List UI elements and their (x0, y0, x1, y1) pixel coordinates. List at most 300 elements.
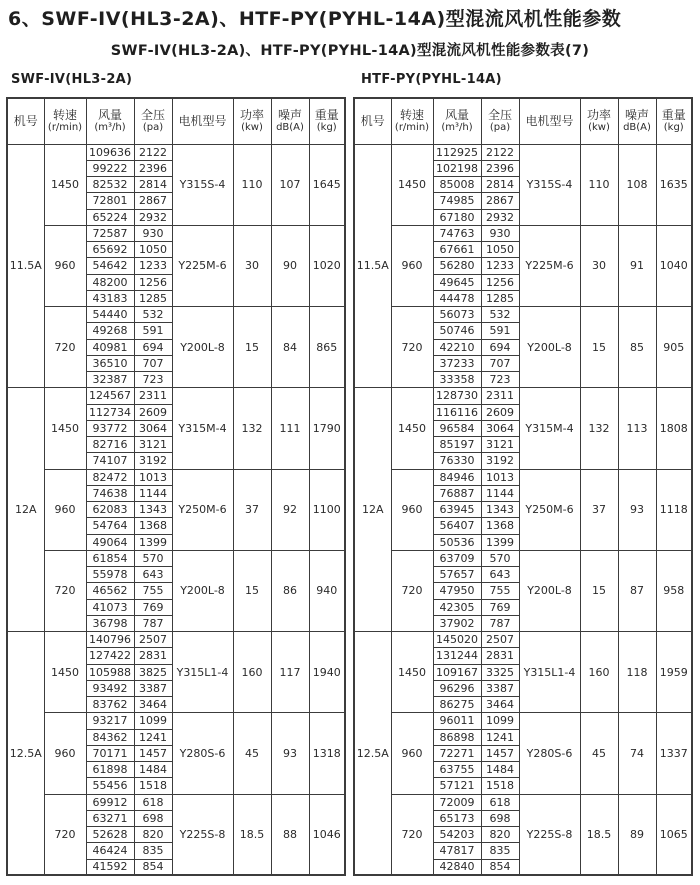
rpm-cell: 1450 (44, 388, 86, 469)
power-cell: 160 (580, 632, 618, 713)
flow-cell: 72009 (433, 794, 481, 810)
pressure-cell: 1518 (134, 778, 172, 794)
machine-cell: 12.5A (7, 632, 44, 876)
col-label: 功率 (239, 108, 264, 123)
flow-cell: 56073 (433, 307, 481, 323)
rpm-cell: 720 (44, 307, 86, 388)
flow-cell: 86898 (433, 729, 481, 745)
flow-cell: 82472 (86, 469, 134, 485)
col-sublabel: (r/min) (394, 122, 430, 134)
pressure-cell: 2609 (134, 404, 172, 420)
flow-cell: 41592 (86, 859, 134, 875)
machine-cell: 12A (7, 388, 44, 632)
noise-cell: 118 (618, 632, 656, 713)
pressure-cell: 643 (481, 567, 519, 583)
flow-cell: 96011 (433, 713, 481, 729)
table-row (7, 713, 345, 729)
pressure-cell: 1285 (134, 290, 172, 306)
table-row (7, 794, 345, 810)
pressure-cell: 2311 (481, 388, 519, 404)
pressure-cell: 723 (481, 372, 519, 388)
rpm-cell: 960 (44, 225, 86, 306)
flow-cell: 109167 (433, 664, 481, 680)
flow-cell: 74638 (86, 485, 134, 501)
motor-cell: Y200L-8 (519, 550, 580, 631)
col-label: 全压 (487, 108, 512, 123)
col-header-machine (354, 98, 391, 144)
pressure-cell: 1050 (134, 242, 172, 258)
flow-cell: 37902 (433, 615, 481, 631)
noise-cell: 107 (271, 144, 309, 225)
flow-cell: 102198 (433, 160, 481, 176)
pressure-cell: 1099 (481, 713, 519, 729)
pressure-cell: 570 (134, 550, 172, 566)
pressure-cell: 930 (134, 225, 172, 241)
flow-cell: 55978 (86, 567, 134, 583)
pressure-cell: 854 (481, 859, 519, 875)
flow-cell: 61854 (86, 550, 134, 566)
pressure-cell: 2932 (481, 209, 519, 225)
flow-cell: 124567 (86, 388, 134, 404)
flow-cell: 127422 (86, 648, 134, 664)
flow-cell: 112925 (433, 144, 481, 160)
col-header-flow (86, 98, 134, 144)
col-label: 风量 (444, 108, 469, 123)
page-subtitle: SWF-IV(HL3-2A)、HTF-PY(PYHL-14A)型混流风机性能参数表(7) (110, 43, 590, 59)
flow-cell: 54203 (433, 827, 481, 843)
htf-performance-table (353, 97, 693, 876)
flow-cell: 42305 (433, 599, 481, 615)
pressure-cell: 2609 (481, 404, 519, 420)
weight-cell: 1645 (309, 144, 345, 225)
noise-cell: 93 (618, 469, 656, 550)
pressure-cell: 1144 (481, 485, 519, 501)
pressure-cell: 1013 (481, 469, 519, 485)
col-sublabel: (pa) (489, 122, 511, 134)
pressure-cell: 1484 (134, 762, 172, 778)
rpm-cell: 960 (391, 469, 433, 550)
noise-cell: 90 (271, 225, 309, 306)
col-sublabel: (m³/h) (94, 122, 126, 134)
table-row (7, 388, 345, 404)
table-row (7, 307, 345, 323)
flow-cell: 33358 (433, 372, 481, 388)
col-label: 全压 (140, 108, 165, 123)
pressure-cell: 2814 (134, 177, 172, 193)
pressure-cell: 2311 (134, 388, 172, 404)
col-sublabel: (pa) (142, 122, 164, 134)
power-cell: 15 (580, 550, 618, 631)
page (0, 6, 700, 885)
flow-cell: 32387 (86, 372, 134, 388)
left-table-caption: SWF-IV(HL3-2A) (11, 72, 133, 87)
flow-cell: 83762 (86, 697, 134, 713)
pressure-cell: 1399 (481, 534, 519, 550)
col-label: 噪声 (277, 108, 302, 123)
pressure-cell: 618 (481, 794, 519, 810)
pressure-cell: 1233 (134, 258, 172, 274)
col-header-speed (44, 98, 86, 144)
noise-cell: 93 (271, 713, 309, 794)
pressure-cell: 1343 (481, 502, 519, 518)
table-row (7, 225, 345, 241)
weight-cell: 1046 (309, 794, 345, 875)
table-row (7, 632, 345, 648)
flow-cell: 84362 (86, 729, 134, 745)
table-row (7, 469, 345, 485)
flow-cell: 44478 (433, 290, 481, 306)
pressure-cell: 3387 (481, 680, 519, 696)
flow-cell: 82532 (86, 177, 134, 193)
col-label: 转速 (52, 108, 77, 123)
pressure-cell: 835 (134, 843, 172, 859)
pressure-cell: 787 (481, 615, 519, 631)
power-cell: 18.5 (580, 794, 618, 875)
pressure-cell: 769 (481, 599, 519, 615)
power-cell: 30 (580, 225, 618, 306)
rpm-cell: 720 (44, 794, 86, 875)
col-header-power (580, 98, 618, 144)
flow-cell: 85197 (433, 437, 481, 453)
pressure-cell: 854 (134, 859, 172, 875)
col-label: 机号 (360, 114, 385, 129)
flow-cell: 62083 (86, 502, 134, 518)
rpm-cell: 720 (391, 550, 433, 631)
flow-cell: 47817 (433, 843, 481, 859)
noise-cell: 108 (618, 144, 656, 225)
flow-cell: 47950 (433, 583, 481, 599)
flow-cell: 36510 (86, 355, 134, 371)
flow-cell: 61898 (86, 762, 134, 778)
col-sublabel: dB(A) (623, 122, 651, 134)
rpm-cell: 1450 (44, 632, 86, 713)
flow-cell: 63709 (433, 550, 481, 566)
flow-cell: 86275 (433, 697, 481, 713)
table-body (354, 144, 692, 875)
pressure-cell: 2396 (134, 160, 172, 176)
pressure-cell: 820 (481, 827, 519, 843)
rpm-cell: 720 (391, 794, 433, 875)
flow-cell: 112734 (86, 404, 134, 420)
flow-cell: 74763 (433, 225, 481, 241)
flow-cell: 46424 (86, 843, 134, 859)
flow-cell: 76887 (433, 485, 481, 501)
pressure-cell: 3192 (134, 453, 172, 469)
flow-cell: 43183 (86, 290, 134, 306)
table-row (354, 794, 692, 810)
machine-cell: 12A (354, 388, 391, 632)
table-row (7, 550, 345, 566)
pressure-cell: 1399 (134, 534, 172, 550)
motor-cell: Y315M-4 (519, 388, 580, 469)
pressure-cell: 570 (481, 550, 519, 566)
pressure-cell: 532 (134, 307, 172, 323)
pressure-cell: 1368 (481, 518, 519, 534)
motor-cell: Y225M-6 (172, 225, 233, 306)
pressure-cell: 3064 (134, 420, 172, 436)
flow-cell: 65692 (86, 242, 134, 258)
flow-cell: 54764 (86, 518, 134, 534)
weight-cell: 1790 (309, 388, 345, 469)
motor-cell: Y315M-4 (172, 388, 233, 469)
flow-cell: 63271 (86, 810, 134, 826)
pressure-cell: 3825 (134, 664, 172, 680)
pressure-cell: 1285 (481, 290, 519, 306)
col-label: 风量 (97, 108, 122, 123)
motor-cell: Y280S-6 (172, 713, 233, 794)
weight-cell: 1118 (656, 469, 692, 550)
noise-cell: 84 (271, 307, 309, 388)
col-header-motor (519, 98, 580, 144)
flow-cell: 54440 (86, 307, 134, 323)
pressure-cell: 2867 (134, 193, 172, 209)
flow-cell: 131244 (433, 648, 481, 664)
col-header-power (233, 98, 271, 144)
flow-cell: 49268 (86, 323, 134, 339)
flow-cell: 72587 (86, 225, 134, 241)
page-title: 6、SWF-IV(HL3-2A)、HTF-PY(PYHL-14A)型混流风机性能参数 (8, 8, 622, 30)
pressure-cell: 1013 (134, 469, 172, 485)
pressure-cell: 618 (134, 794, 172, 810)
weight-cell: 1959 (656, 632, 692, 713)
weight-cell: 1337 (656, 713, 692, 794)
pressure-cell: 2507 (481, 632, 519, 648)
weight-cell: 1808 (656, 388, 692, 469)
flow-cell: 49064 (86, 534, 134, 550)
flow-cell: 65224 (86, 209, 134, 225)
flow-cell: 93492 (86, 680, 134, 696)
power-cell: 18.5 (233, 794, 271, 875)
table-row (354, 632, 692, 648)
weight-cell: 865 (309, 307, 345, 388)
motor-cell: Y200L-8 (519, 307, 580, 388)
power-cell: 110 (233, 144, 271, 225)
col-header-machine (7, 98, 44, 144)
pressure-cell: 1099 (134, 713, 172, 729)
table-row (354, 550, 692, 566)
flow-cell: 57657 (433, 567, 481, 583)
pressure-cell: 707 (481, 355, 519, 371)
motor-cell: Y315S-4 (172, 144, 233, 225)
machine-cell: 11.5A (354, 144, 391, 388)
machine-cell: 11.5A (7, 144, 44, 388)
flow-cell: 69912 (86, 794, 134, 810)
pressure-cell: 707 (134, 355, 172, 371)
col-sublabel: (r/min) (47, 122, 83, 134)
motor-cell: Y225S-8 (519, 794, 580, 875)
motor-cell: Y200L-8 (172, 550, 233, 631)
table-row (7, 144, 345, 160)
col-label: 转速 (399, 108, 424, 123)
flow-cell: 109636 (86, 144, 134, 160)
pressure-cell: 820 (134, 827, 172, 843)
flow-cell: 67661 (433, 242, 481, 258)
noise-cell: 91 (618, 225, 656, 306)
noise-cell: 113 (618, 388, 656, 469)
power-cell: 37 (233, 469, 271, 550)
flow-cell: 40981 (86, 339, 134, 355)
pressure-cell: 591 (134, 323, 172, 339)
pressure-cell: 2814 (481, 177, 519, 193)
rpm-cell: 960 (44, 713, 86, 794)
rpm-cell: 1450 (44, 144, 86, 225)
flow-cell: 93772 (86, 420, 134, 436)
pressure-cell: 1256 (481, 274, 519, 290)
power-cell: 45 (580, 713, 618, 794)
noise-cell: 85 (618, 307, 656, 388)
pressure-cell: 1484 (481, 762, 519, 778)
flow-cell: 42210 (433, 339, 481, 355)
weight-cell: 1100 (309, 469, 345, 550)
motor-cell: Y315L1-4 (172, 632, 233, 713)
header-row (7, 98, 345, 144)
flow-cell: 140796 (86, 632, 134, 648)
noise-cell: 111 (271, 388, 309, 469)
flow-cell: 57121 (433, 778, 481, 794)
col-sublabel: (kw) (588, 122, 610, 134)
pressure-cell: 694 (134, 339, 172, 355)
col-header-motor (172, 98, 233, 144)
table-row (354, 469, 692, 485)
flow-cell: 54642 (86, 258, 134, 274)
pressure-cell: 2122 (134, 144, 172, 160)
pressure-cell: 1256 (134, 274, 172, 290)
col-label: 重量 (314, 108, 339, 123)
flow-cell: 72271 (433, 745, 481, 761)
flow-cell: 67180 (433, 209, 481, 225)
weight-cell: 940 (309, 550, 345, 631)
pressure-cell: 591 (481, 323, 519, 339)
col-sublabel: (kw) (241, 122, 263, 134)
table-row (354, 144, 692, 160)
col-sublabel: (m³/h) (441, 122, 473, 134)
pressure-cell: 755 (134, 583, 172, 599)
power-cell: 37 (580, 469, 618, 550)
flow-cell: 116116 (433, 404, 481, 420)
pressure-cell: 3325 (481, 664, 519, 680)
rpm-cell: 720 (44, 550, 86, 631)
flow-cell: 41073 (86, 599, 134, 615)
flow-cell: 74985 (433, 193, 481, 209)
flow-cell: 52628 (86, 827, 134, 843)
weight-cell: 1065 (656, 794, 692, 875)
col-header-noise (271, 98, 309, 144)
pressure-cell: 532 (481, 307, 519, 323)
col-sublabel: (kg) (663, 122, 684, 134)
col-header-pressure (481, 98, 519, 144)
pressure-cell: 3464 (481, 697, 519, 713)
col-header-weight (309, 98, 345, 144)
flow-cell: 84946 (433, 469, 481, 485)
pressure-cell: 1518 (481, 778, 519, 794)
pressure-cell: 3192 (481, 453, 519, 469)
col-label: 机号 (13, 114, 38, 129)
flow-cell: 85008 (433, 177, 481, 193)
flow-cell: 50536 (433, 534, 481, 550)
pressure-cell: 1233 (481, 258, 519, 274)
table-row (354, 307, 692, 323)
rpm-cell: 960 (391, 225, 433, 306)
col-header-weight (656, 98, 692, 144)
col-sublabel: (kg) (316, 122, 337, 134)
flow-cell: 99222 (86, 160, 134, 176)
rpm-cell: 960 (391, 713, 433, 794)
rpm-cell: 1450 (391, 144, 433, 225)
rpm-cell: 960 (44, 469, 86, 550)
pressure-cell: 2122 (481, 144, 519, 160)
motor-cell: Y250M-6 (519, 469, 580, 550)
swf-performance-table (6, 97, 346, 876)
weight-cell: 1318 (309, 713, 345, 794)
pressure-cell: 2932 (134, 209, 172, 225)
weight-cell: 1040 (656, 225, 692, 306)
rpm-cell: 1450 (391, 632, 433, 713)
pressure-cell: 3121 (481, 437, 519, 453)
noise-cell: 87 (618, 550, 656, 631)
rpm-cell: 720 (391, 307, 433, 388)
noise-cell: 88 (271, 794, 309, 875)
noise-cell: 117 (271, 632, 309, 713)
weight-cell: 958 (656, 550, 692, 631)
flow-cell: 63945 (433, 502, 481, 518)
flow-cell: 72801 (86, 193, 134, 209)
flow-cell: 63755 (433, 762, 481, 778)
pressure-cell: 2396 (481, 160, 519, 176)
motor-cell: Y280S-6 (519, 713, 580, 794)
pressure-cell: 2867 (481, 193, 519, 209)
flow-cell: 42840 (433, 859, 481, 875)
right-table-caption: HTF-PY(PYHL-14A) (361, 72, 502, 87)
motor-cell: Y225S-8 (172, 794, 233, 875)
pressure-cell: 835 (481, 843, 519, 859)
pressure-cell: 694 (481, 339, 519, 355)
flow-cell: 70171 (86, 745, 134, 761)
pressure-cell: 1457 (481, 745, 519, 761)
table-header (7, 98, 345, 144)
col-sublabel: dB(A) (276, 122, 304, 134)
table-row (354, 225, 692, 241)
flow-cell: 82716 (86, 437, 134, 453)
power-cell: 110 (580, 144, 618, 225)
motor-cell: Y250M-6 (172, 469, 233, 550)
table-row (354, 713, 692, 729)
table-captions (0, 72, 700, 87)
weight-cell: 1940 (309, 632, 345, 713)
weight-cell: 1635 (656, 144, 692, 225)
noise-cell: 92 (271, 469, 309, 550)
pressure-cell: 1050 (481, 242, 519, 258)
flow-cell: 65173 (433, 810, 481, 826)
pressure-cell: 1368 (134, 518, 172, 534)
col-header-noise (618, 98, 656, 144)
pressure-cell: 930 (481, 225, 519, 241)
pressure-cell: 3464 (134, 697, 172, 713)
weight-cell: 1020 (309, 225, 345, 306)
flow-cell: 37233 (433, 355, 481, 371)
pressure-cell: 2831 (481, 648, 519, 664)
motor-cell: Y315S-4 (519, 144, 580, 225)
pressure-cell: 643 (134, 567, 172, 583)
motor-cell: Y200L-8 (172, 307, 233, 388)
col-header-pressure (134, 98, 172, 144)
power-cell: 15 (233, 550, 271, 631)
flow-cell: 145020 (433, 632, 481, 648)
flow-cell: 49645 (433, 274, 481, 290)
power-cell: 15 (580, 307, 618, 388)
pressure-cell: 2831 (134, 648, 172, 664)
motor-cell: Y315L1-4 (519, 632, 580, 713)
flow-cell: 93217 (86, 713, 134, 729)
